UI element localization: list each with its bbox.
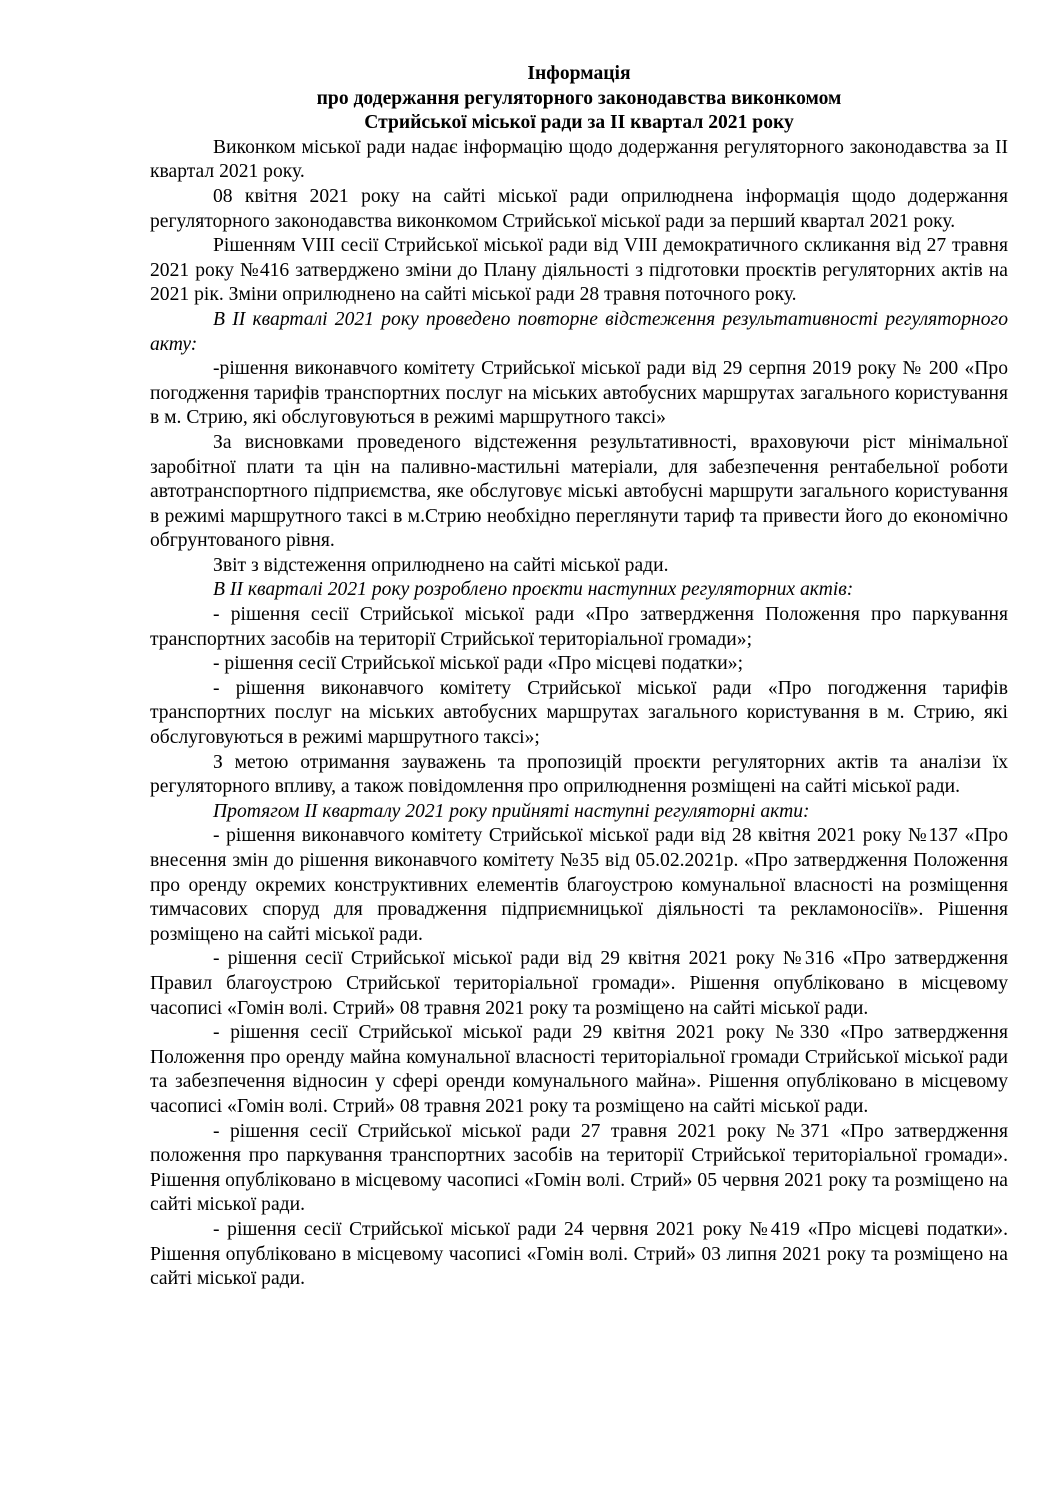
- title-line-3: Стрийської міської ради за ІІ квартал 2021 року: [364, 112, 794, 134]
- body-paragraph: - рішення сесії Стрийської міської ради 27 травня 2021 року №371 «Про затвердження положення про паркування транспортних засобів на території Стрийської територіальної громади». Рішення опубліковано в місцевому часописі «Гомін волі. Стрий» 05 червня 2021 року та розміщено на сайті міської ради.: [150, 1120, 1008, 1216]
- document-body: [150, 136, 1008, 1292]
- body-paragraph: - рішення сесії Стрийської міської ради «Про затвердження Положення про паркування транспортних засобів на території Стрийської територіальної громади»;: [150, 604, 1008, 650]
- body-paragraph: З метою отримання зауважень та пропозицій проєкти регуляторних актів та аналізи їх регуляторного впливу, а також повідомлення про оприлюднення розміщені на сайті міської ради.: [150, 751, 1008, 798]
- body-paragraph: - рішення виконавчого комітету Стрийської міської ради «Про погодження тарифів транспортних послуг на міських автобусних маршрутах загального користування в м. Стрию, які обслуговуються в режимі маршрутного таксі»;: [150, 677, 1008, 749]
- body-paragraph: Виконком міської ради надає інформацію щодо додержання регуляторного законодавства за ІІ квартал 2021 року.: [150, 136, 1008, 183]
- body-paragraph: -рішення виконавчого комітету Стрийської міської ради від 29 серпня 2019 року № 200 «Про погодження тарифів транспортних послуг на міських автобусних маршрутах загального користування в м. Стрию, які обслуговуються в режимі маршрутного таксі»: [150, 358, 1008, 429]
- section-heading-paragraph: В ІІ кварталі 2021 року розроблено проєкти наступних регуляторних актів:: [213, 579, 854, 601]
- body-paragraph: - рішення сесії Стрийської міської ради «Про місцеві податки»;: [213, 653, 744, 675]
- body-paragraph: Рішенням VIII сесії Стрийської міської ради від VIII демократичного скликання від 27 травня 2021 року №416 затверджено зміни до Плану діяльності з підготовки проєктів регуляторних актів на 2021 рік. Зміни оприлюднено на сайті міської ради 28 травня поточного року.: [150, 235, 1008, 306]
- document-page: [150, 62, 1008, 1292]
- section-heading-paragraph: Протягом ІІ кварталу 2021 року прийняті наступні регуляторні акти:: [213, 800, 810, 822]
- title-line-1: Інформація: [527, 63, 631, 84]
- document-title: [150, 62, 1008, 136]
- body-paragraph: Звіт з відстеження оприлюднено на сайті міської ради.: [213, 554, 669, 576]
- body-paragraph: - рішення сесії Стрийської міської ради 24 червня 2021 року №419 «Про місцеві податки». Рішення опубліковано в місцевому часописі «Гомін волі. Стрий» 03 липня 2021 року та розміщено на сайті міської ради.: [150, 1218, 1008, 1290]
- body-paragraph: За висновками проведеного відстеження результативності, враховуючи ріст мінімальної заробітної плати та цін на паливно-мастильні матеріали, для забезпечення рентабельної роботи автотранспортного підприємства, яке обслуговує міські автобусні маршрути загального користування в режимі маршрутного таксі в м.Стрию необхідно переглянути тариф та привести його до економічно обгрунтованого рівня.: [150, 431, 1008, 552]
- body-paragraph: - рішення сесії Стрийської міської ради від 29 квітня 2021 року №316 «Про затвердження Правил благоустрою Стрийської територіальної громади». Рішення опубліковано в місцевому часописі «Гомін волі. Стрий» 08 травня 2021 року та розміщено на сайті міської ради.: [150, 948, 1008, 1019]
- title-line-2: про додержання регуляторного законодавства виконкомом: [316, 87, 842, 109]
- section-heading-paragraph: В ІІ кварталі 2021 року проведено повторне відстеження результативності регуляторного акту:: [150, 308, 1008, 355]
- body-paragraph: 08 квітня 2021 року на сайті міської ради оприлюднена інформація щодо додержання регуляторного законодавства виконкомом Стрийської міської ради за перший квартал 2021 року.: [150, 185, 1008, 232]
- body-paragraph: - рішення виконавчого комітету Стрийської міської ради від 28 квітня 2021 року №137 «Про внесення змін до рішення виконавчого комітету №35 від 05.02.2021р. «Про затвердження Положення про оренду окремих конструктивних елементів благоустрою комунальної власності на розміщення тимчасових споруд для провадження підприємницької діяльності та рекламоносіїв». Рішення розміщено на сайті міської ради.: [150, 825, 1008, 945]
- body-paragraph: - рішення сесії Стрийської міської ради 29 квітня 2021 року №330 «Про затвердження Положення про оренду майна комунальної власності територіальної громади Стрийської міської ради та забезпечення відносин у сфері оренди комунального майна». Рішення опубліковано в місцевому часописі «Гомін волі. Стрий» 08 травня 2021 року та розміщено на сайті міської ради.: [150, 1022, 1008, 1117]
